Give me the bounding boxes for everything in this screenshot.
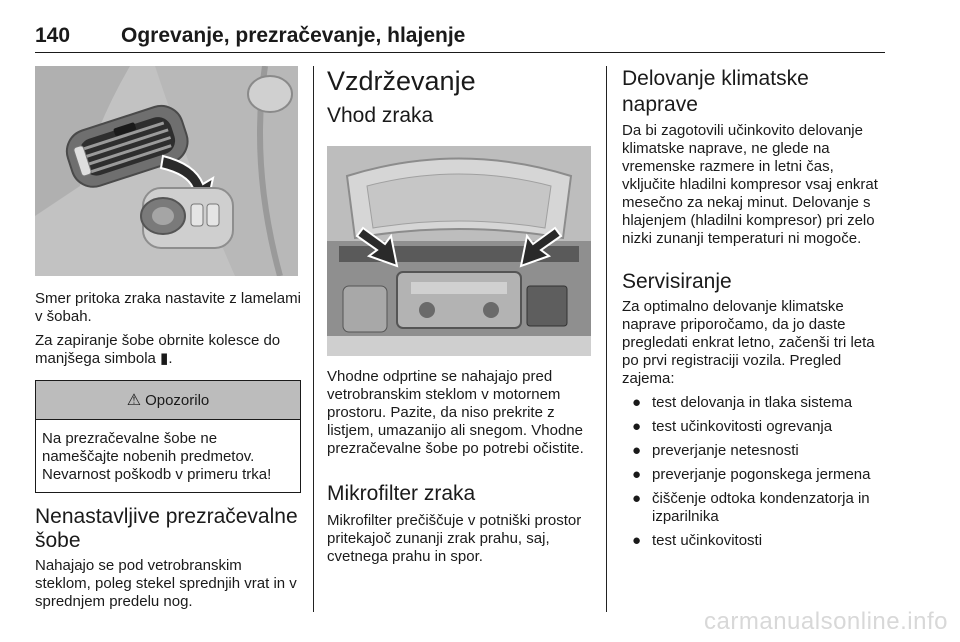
list-item: ● preverjanje pogonskega jermena	[632, 466, 871, 483]
servicing-heading: Servisiranje	[622, 270, 732, 293]
list-item: ● čiščenje odtoka kondenzatorja in izparilnika	[632, 490, 870, 525]
vent-direction-text: Smer pritoka zraka nastavite z lamelami v šobah.	[35, 290, 301, 325]
list-item: ● test učinkovitosti	[632, 532, 763, 549]
fixed-vents-heading: Nenastavljive prezračevalne šobe	[35, 505, 298, 552]
column-divider-2	[606, 66, 607, 612]
vent-close-text: Za zapiranje šobe obrnite kolesce do manjšega simbola ▮.	[35, 332, 281, 367]
inspection-list	[622, 394, 888, 550]
chapter-title: Ogrevanje, prezračevanje, hlajenje	[121, 24, 466, 47]
bullet-icon: ●	[632, 418, 642, 435]
watermark: carmanualsonline.info	[704, 608, 948, 635]
bullet-icon: ●	[632, 442, 642, 459]
microfilter-heading: Mikrofilter zraka	[327, 482, 476, 505]
section-title: Vzdrževanje	[327, 66, 476, 96]
ac-operation-text: Da bi zagotovili učinkovito delovanje klimatske naprave, ne glede na vremenske razmere in letni čas, vključite hladilni kompresor vsaj enkrat mesečno za nekaj minut. Delovanje s hlajenjem (hladilni kompresor) pri zelo nizki zunanji temperaturi ni mogoče.	[622, 122, 878, 247]
bullet-icon: ●	[632, 490, 642, 507]
warning-triangle-icon: ⚠	[126, 392, 142, 409]
engine-bay-illustration	[327, 146, 591, 356]
column-divider-1	[313, 66, 314, 612]
warning-title: Opozorilo	[145, 391, 210, 409]
column-2	[327, 66, 593, 566]
warning-text: Na prezračevalne šobe ne nameščajte nobenih predmetov. Nevarnost poškodb v primeru trka!	[42, 430, 272, 483]
microfilter-text: Mikrofilter prečiščuje v potniški prostor pritekajoč zunanji zrak prahu, saj, cvetnega prahu in spor.	[327, 512, 582, 565]
bullet-icon: ●	[632, 532, 642, 549]
air-intake-text: Vhodne odprtine se nahajajo pred vetrobranskim steklom v motornem prostoru. Pazite, da niso prekrite z listjem, umazanijo ali snegom. Vhodne prezračevalne šobe po potrebi očistite.	[327, 368, 584, 457]
list-item: ● preverjanje netesnosti	[632, 442, 799, 459]
fixed-vents-text: Nahajajo se pod vetrobranskim steklom, poleg stekel sprednjih vrat in v sprednjem predelu nog.	[35, 557, 297, 610]
servicing-text: Za optimalno delovanje klimatske naprave priporočamo, da jo daste pregledati enkrat letno, začenši tri leta po prvi registraciji vozila. Pregled zajema:	[622, 298, 875, 387]
ac-operation-heading: Delovanje klimatske naprave	[622, 67, 809, 116]
warning-box	[35, 380, 301, 493]
warning-header	[36, 381, 300, 420]
page-header	[35, 22, 885, 53]
column-1	[35, 66, 301, 611]
bullet-icon: ●	[632, 394, 642, 411]
list-item: ● test učinkovitosti ogrevanja	[632, 418, 833, 435]
air-vent-illustration	[35, 66, 298, 276]
page-number: 140	[35, 24, 71, 47]
column-3	[622, 66, 888, 556]
list-item: ● test delovanja in tlaka sistema	[632, 394, 853, 411]
bullet-icon: ●	[632, 466, 642, 483]
warning-body	[36, 420, 300, 492]
air-intake-heading: Vhod zraka	[327, 104, 434, 127]
